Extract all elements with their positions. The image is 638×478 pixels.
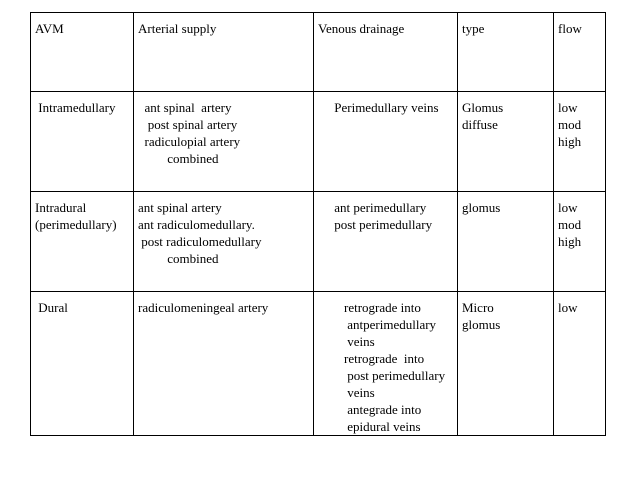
table-row (31, 192, 606, 292)
cell-venous-drainage: Perimedullary veins (314, 92, 458, 192)
cell-flow: low (554, 292, 606, 436)
cell-arterial-supply: ant spinal artery post spinal artery radiculopial artery combined (134, 92, 314, 192)
cell-avm: Intradural (perimedullary) (31, 192, 134, 292)
header-venous-drainage: Venous drainage (314, 13, 458, 92)
table-row (31, 292, 606, 436)
cell-type: Micro glomus (458, 292, 554, 436)
cell-avm: Intramedullary (31, 92, 134, 192)
cell-venous-drainage: ant perimedullary post perimedullary (314, 192, 458, 292)
table-header-row (31, 13, 606, 92)
table-row (31, 92, 606, 192)
avm-classification-table (30, 12, 606, 436)
header-arterial-supply: Arterial supply (134, 13, 314, 92)
cell-arterial-supply: ant spinal artery ant radiculomedullary. post radiculomedullary combined (134, 192, 314, 292)
cell-arterial-supply: radiculomeningeal artery (134, 292, 314, 436)
cell-flow: low mod high (554, 192, 606, 292)
cell-type: Glomus diffuse (458, 92, 554, 192)
cell-flow: low mod high (554, 92, 606, 192)
header-avm: AVM (31, 13, 134, 92)
header-flow: flow (554, 13, 606, 92)
cell-venous-drainage: retrograde into antperimedullary veins retrograde into post perimedullary veins antegrade into epidural veins (314, 292, 458, 436)
cell-type: glomus (458, 192, 554, 292)
cell-avm: Dural (31, 292, 134, 436)
header-type: type (458, 13, 554, 92)
